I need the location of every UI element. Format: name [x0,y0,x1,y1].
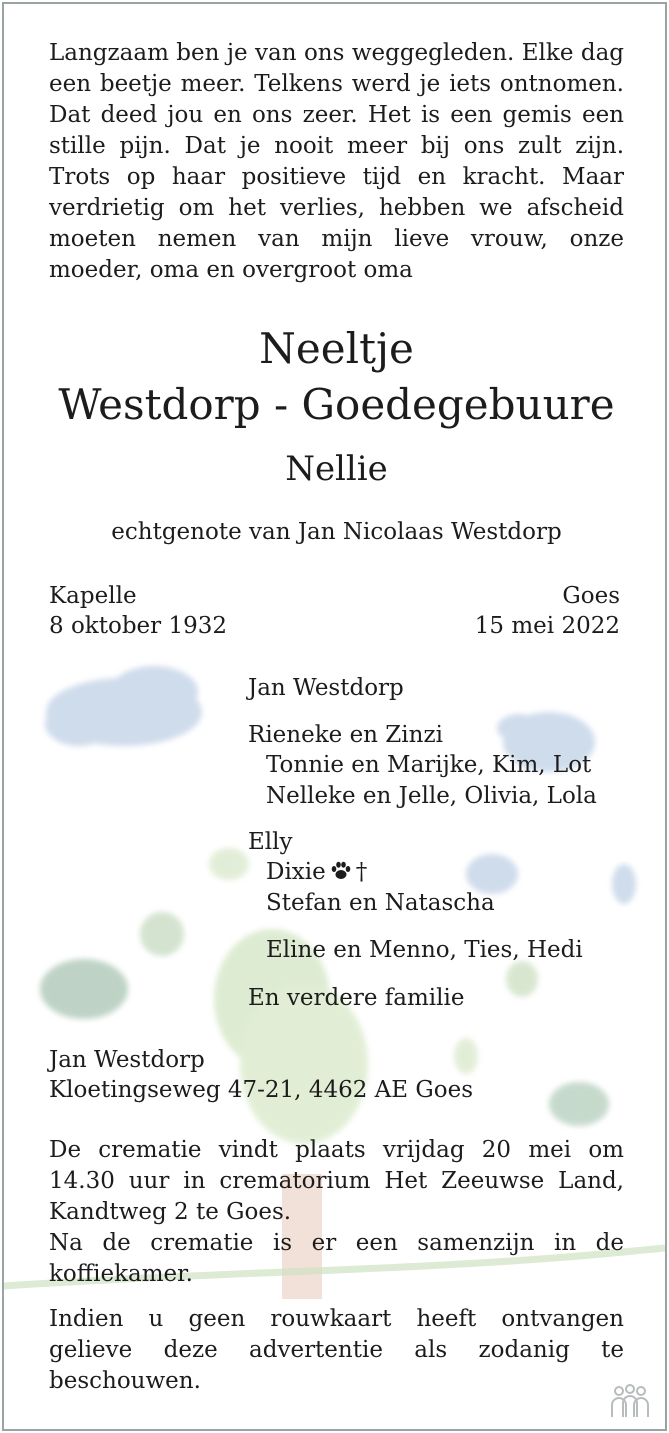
obituary-card [2,2,667,1431]
people-group-logo [607,1383,653,1419]
family-line: En verdere familie [248,985,465,1011]
death-place: Goes [562,583,620,609]
closing-text: Indien u geen rouwkaart heeft ontvangen gelieve deze advertentie als zodanig te beschouwen. [49,1306,624,1394]
deceased-dagger: † [355,859,368,885]
address-street: Kloetingseweg 47-21, 4462 AE Goes [49,1077,473,1103]
family-line: Nelleke en Jelle, Olivia, Lola [266,783,597,809]
family-line: Stefan en Natascha [266,890,495,916]
address-name: Jan Westdorp [49,1047,205,1073]
spouse-line: echtgenote van Jan Nicolaas Westdorp [111,519,562,545]
family-line: Eline en Menno, Ties, Hedi [266,937,583,963]
cremation-text: De crematie vindt plaats vrijdag 20 mei om 14.30 uur in crematorium Het Zeeuwse Land, Kandtweg 2 te Goes. [49,1137,624,1225]
after-cremation-text: Na de crematie is er een samenzijn in de koffiekamer. [49,1230,624,1287]
paw-print-icon [330,861,352,881]
family-line-dixie [266,857,367,888]
deceased-full-name: Westdorp - Goedegebuure [58,380,615,429]
family-line-text: Dixie [266,859,326,885]
family-line: Rieneke en Zinzi [248,722,443,748]
family-line: Jan Westdorp [248,675,404,701]
birth-date: 8 oktober 1932 [49,613,227,639]
deceased-nickname: Nellie [285,449,388,489]
death-date: 15 mei 2022 [474,613,620,639]
birth-place: Kapelle [49,583,137,609]
poem-text: Langzaam ben je van ons weggegleden. Elke dag een beetje meer. Telkens werd je iets ontnomen. Dat deed jou en ons zeer. Het is een gemis een stille pijn. Dat je nooit meer bij ons zult zijn. Trots op haar positieve tijd en kracht. Maar verdrietig om het verlies, hebben we afscheid moeten nemen van mijn lieve vrouw, onze moeder, oma en overgroot oma [49,40,624,283]
deceased-first-name: Neeltje [259,324,414,373]
family-line: Elly [248,829,293,855]
family-line: Tonnie en Marijke, Kim, Lot [266,752,592,778]
